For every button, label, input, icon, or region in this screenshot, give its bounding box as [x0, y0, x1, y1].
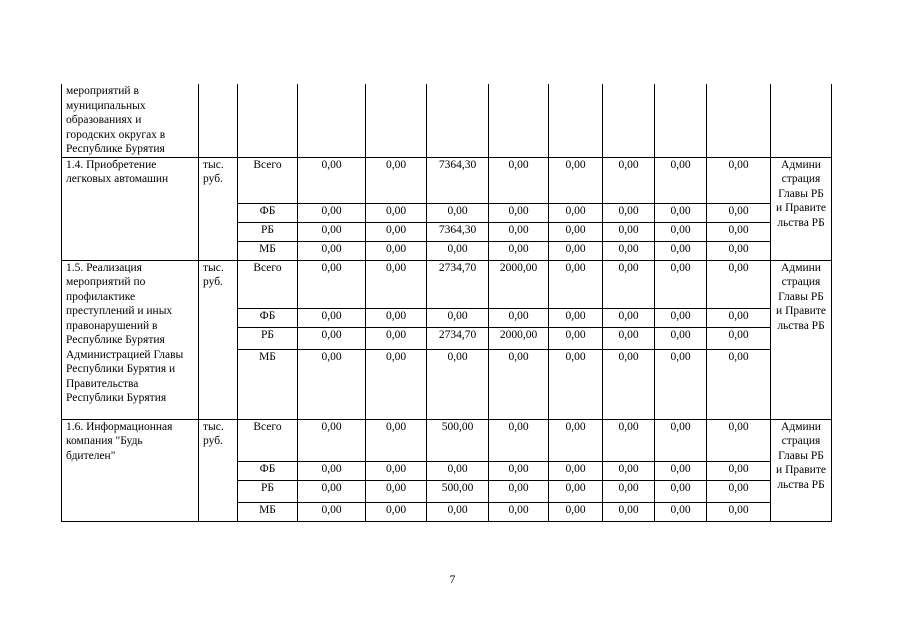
value-cell: 0,00 — [655, 502, 707, 521]
value-cell: 0,00 — [298, 461, 366, 480]
value-cell: 0,00 — [603, 419, 655, 461]
value-cell: 0,00 — [427, 241, 489, 260]
measure-name: 1.6. Информационная компания "Будь бдителен" — [62, 419, 199, 521]
value-cell: 2000,00 — [489, 260, 549, 308]
funding-source: ФБ — [238, 203, 298, 222]
value-cell: 0,00 — [298, 327, 366, 349]
value-cell: 0,00 — [707, 419, 771, 461]
value-cell: 0,00 — [549, 419, 603, 461]
budget-table — [61, 84, 832, 522]
value-cell: 0,00 — [707, 241, 771, 260]
value-cell: 2734,70 — [427, 260, 489, 308]
value-cell: 0,00 — [707, 157, 771, 203]
value-cell: 0,00 — [603, 203, 655, 222]
value-cell: 0,00 — [603, 241, 655, 260]
value-cell: 0,00 — [298, 157, 366, 203]
value-cell: 0,00 — [549, 480, 603, 502]
measure-name: 1.5. Реализация мероприятий по профилактике преступлений и иных правонарушений в Республике Бурятия Администрацией Главы Республики Бурятия и Правительства Республики Бурятия — [62, 260, 199, 419]
value-cell: 0,00 — [655, 222, 707, 241]
value-cell: 0,00 — [366, 502, 427, 521]
value-cell: 0,00 — [549, 461, 603, 480]
value-cell: 0,00 — [366, 157, 427, 203]
value-cell: 7364,30 — [427, 222, 489, 241]
table-row — [62, 419, 832, 461]
value-cell: 0,00 — [549, 241, 603, 260]
value-cell: 0,00 — [707, 480, 771, 502]
value-cell: 0,00 — [366, 349, 427, 419]
funding-source: МБ — [238, 349, 298, 419]
value-cell: 0,00 — [489, 241, 549, 260]
value-cell: 0,00 — [427, 349, 489, 419]
unit-cell: тыс. руб. — [199, 260, 238, 419]
value-cell: 0,00 — [427, 203, 489, 222]
value-cell: 0,00 — [489, 203, 549, 222]
value-cell: 0,00 — [707, 222, 771, 241]
value-cell: 0,00 — [655, 327, 707, 349]
value-cell: 0,00 — [655, 260, 707, 308]
value-cell: 0,00 — [603, 222, 655, 241]
table-row — [62, 260, 832, 308]
funding-source: Всего — [238, 419, 298, 461]
value-cell: 0,00 — [427, 308, 489, 327]
funding-source: МБ — [238, 502, 298, 521]
value-cell: 0,00 — [603, 349, 655, 419]
continuation-row — [62, 84, 832, 157]
value-cell: 0,00 — [549, 222, 603, 241]
value-cell: 0,00 — [298, 502, 366, 521]
value-cell: 0,00 — [298, 222, 366, 241]
value-cell: 0,00 — [366, 260, 427, 308]
funding-source: РБ — [238, 327, 298, 349]
value-cell: 0,00 — [603, 461, 655, 480]
funding-source: Всего — [238, 260, 298, 308]
value-cell: 0,00 — [549, 157, 603, 203]
value-cell: 0,00 — [655, 308, 707, 327]
value-cell: 0,00 — [427, 461, 489, 480]
value-cell: 0,00 — [707, 308, 771, 327]
executor-cell: Админи страция Главы РБ и Правите льства РБ — [771, 419, 832, 521]
table-row — [62, 157, 832, 203]
value-cell: 0,00 — [489, 308, 549, 327]
value-cell: 0,00 — [549, 260, 603, 308]
value-cell: 500,00 — [427, 480, 489, 502]
value-cell: 0,00 — [298, 419, 366, 461]
executor-cell: Админи страция Главы РБ и Правите льства РБ — [771, 157, 832, 260]
value-cell: 0,00 — [707, 327, 771, 349]
unit-cell: тыс. руб. — [199, 419, 238, 521]
value-cell: 0,00 — [366, 327, 427, 349]
funding-source: ФБ — [238, 461, 298, 480]
value-cell: 0,00 — [366, 480, 427, 502]
page-number: 7 — [449, 574, 456, 586]
value-cell: 0,00 — [603, 327, 655, 349]
value-cell: 0,00 — [603, 260, 655, 308]
funding-source: ФБ — [238, 308, 298, 327]
value-cell: 0,00 — [298, 480, 366, 502]
value-cell: 0,00 — [489, 502, 549, 521]
value-cell: 0,00 — [707, 260, 771, 308]
value-cell: 0,00 — [489, 157, 549, 203]
value-cell: 0,00 — [549, 502, 603, 521]
value-cell: 0,00 — [366, 241, 427, 260]
value-cell: 0,00 — [603, 308, 655, 327]
funding-source: МБ — [238, 241, 298, 260]
value-cell: 0,00 — [707, 203, 771, 222]
funding-source: РБ — [238, 480, 298, 502]
value-cell: 0,00 — [707, 502, 771, 521]
value-cell: 0,00 — [707, 461, 771, 480]
unit-cell: тыс. руб. — [199, 157, 238, 260]
value-cell: 2000,00 — [489, 327, 549, 349]
value-cell: 0,00 — [366, 222, 427, 241]
value-cell: 0,00 — [655, 480, 707, 502]
value-cell: 0,00 — [366, 308, 427, 327]
value-cell: 0,00 — [549, 203, 603, 222]
value-cell: 0,00 — [603, 480, 655, 502]
value-cell: 0,00 — [549, 349, 603, 419]
value-cell: 0,00 — [655, 241, 707, 260]
value-cell: 2734,70 — [427, 327, 489, 349]
value-cell: 0,00 — [489, 222, 549, 241]
value-cell: 0,00 — [655, 349, 707, 419]
value-cell: 0,00 — [549, 327, 603, 349]
value-cell: 0,00 — [707, 349, 771, 419]
measure-name: 1.4. Приобретение легковых автомашин — [62, 157, 199, 260]
value-cell: 0,00 — [549, 308, 603, 327]
funding-source: РБ — [238, 222, 298, 241]
value-cell: 0,00 — [298, 260, 366, 308]
value-cell: 0,00 — [655, 203, 707, 222]
value-cell: 0,00 — [603, 502, 655, 521]
value-cell: 0,00 — [489, 419, 549, 461]
value-cell: 0,00 — [427, 502, 489, 521]
measure-name: мероприятий в муниципальных образованиях и городских округах в Республике Бурятия — [62, 84, 199, 157]
value-cell: 0,00 — [489, 461, 549, 480]
funding-source: Всего — [238, 157, 298, 203]
value-cell: 7364,30 — [427, 157, 489, 203]
value-cell: 500,00 — [427, 419, 489, 461]
value-cell: 0,00 — [366, 461, 427, 480]
value-cell: 0,00 — [366, 203, 427, 222]
value-cell: 0,00 — [298, 241, 366, 260]
value-cell: 0,00 — [298, 308, 366, 327]
value-cell: 0,00 — [655, 419, 707, 461]
value-cell: 0,00 — [489, 480, 549, 502]
value-cell: 0,00 — [366, 419, 427, 461]
value-cell: 0,00 — [655, 157, 707, 203]
value-cell: 0,00 — [489, 349, 549, 419]
value-cell: 0,00 — [655, 461, 707, 480]
value-cell: 0,00 — [603, 157, 655, 203]
executor-cell: Админи страция Главы РБ и Правите льства РБ — [771, 260, 832, 419]
value-cell: 0,00 — [298, 349, 366, 419]
value-cell: 0,00 — [298, 203, 366, 222]
